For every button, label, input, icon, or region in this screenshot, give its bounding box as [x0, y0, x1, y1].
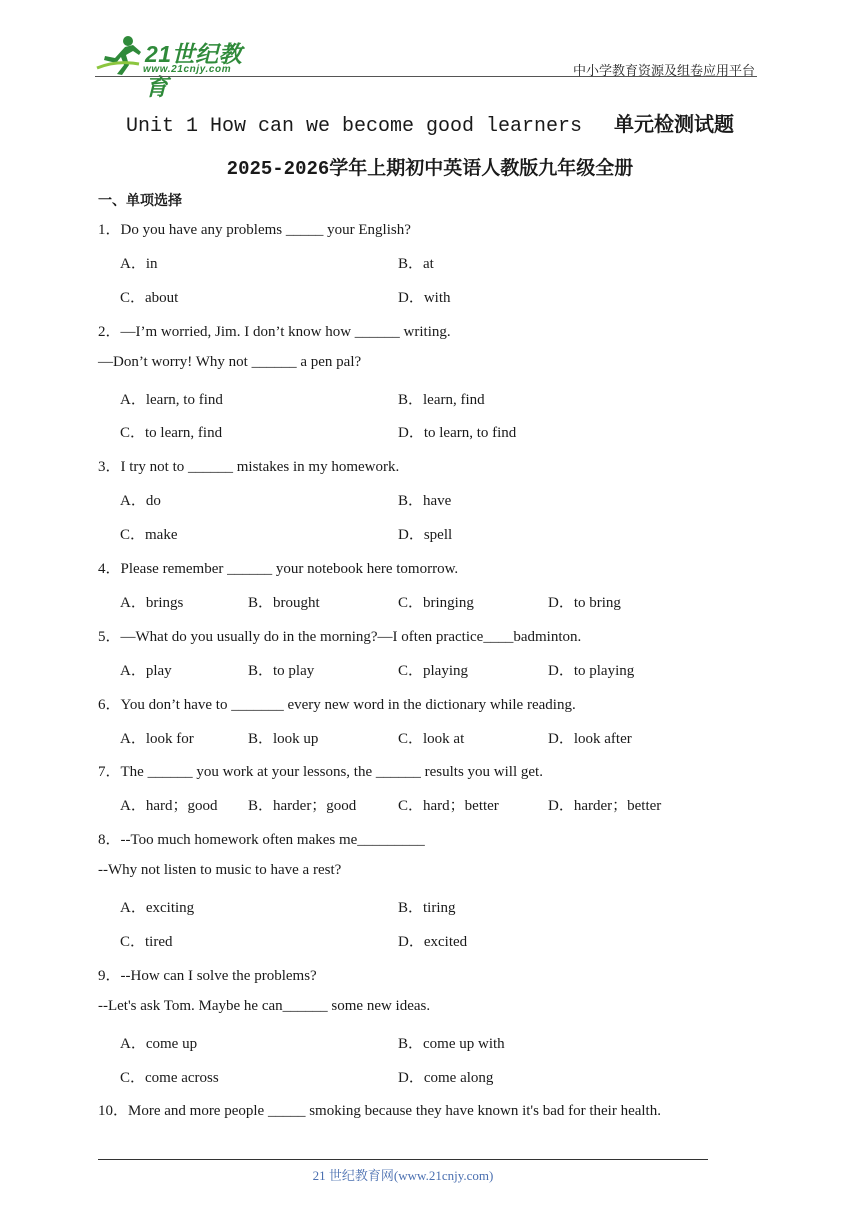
- answer-option: C．make: [120, 527, 178, 544]
- site-logo: [95, 34, 260, 100]
- answer-option: D．look after: [548, 730, 632, 747]
- header-divider: [95, 76, 757, 77]
- question-dialogue-line: --Let's ask Tom. Maybe he can______ some new ideas.: [98, 997, 431, 1014]
- answer-option: A．come up: [120, 1035, 198, 1052]
- answer-option: A．look for: [120, 730, 194, 747]
- page-header: [95, 30, 757, 100]
- subtitle-text: 学年上期初中英语人教版九年级全册: [329, 157, 634, 179]
- platform-tagline: 中小学教育资源及组卷应用平台: [572, 64, 755, 79]
- logo-url: www.21cnjy.com: [143, 64, 232, 75]
- question-stem: 2．—I’m worried, Jim. I don’t know how ______ writing.: [98, 323, 451, 340]
- answer-option: D．to learn, to find: [398, 425, 517, 442]
- answer-option: C．look at: [398, 730, 465, 747]
- answer-option: C．tired: [120, 933, 173, 950]
- answer-option: A．do: [120, 493, 161, 510]
- answer-option: B．at: [398, 255, 434, 272]
- answer-option: B．to play: [248, 662, 315, 679]
- answer-option: C．bringing: [398, 594, 474, 611]
- answer-option: C．about: [120, 289, 179, 306]
- question-stem: 8．--Too much homework often makes me_________: [98, 832, 425, 849]
- question-stem: 1．Do you have any problems _____ your English?: [98, 222, 411, 238]
- question-stem: 4．Please remember ______ your notebook here tomorrow.: [98, 561, 459, 577]
- title-chinese: 单元检测试题: [614, 112, 735, 136]
- answer-option: A．exciting: [120, 900, 195, 916]
- answer-option: A．brings: [120, 594, 184, 611]
- question-dialogue-line: --Why not listen to music to have a rest?: [98, 862, 342, 879]
- answer-option: A．hard；good: [120, 798, 218, 815]
- answer-option: A．learn, to find: [120, 391, 223, 408]
- footer-divider: [98, 1159, 708, 1160]
- question-stem: 6．You don’t have to _______ every new word in the dictionary while reading.: [98, 696, 576, 713]
- answer-option: B．learn, find: [398, 391, 485, 408]
- question-dialogue-line: —Don’t worry! Why not ______ a pen pal?: [98, 353, 362, 370]
- answer-option: B．brought: [248, 594, 320, 611]
- answer-option: D．harder；better: [548, 798, 662, 815]
- section-heading: 一、单项选择: [98, 193, 182, 209]
- answer-option: A．play: [120, 662, 172, 679]
- answer-option: C．to learn, find: [120, 425, 223, 442]
- answer-option: D．with: [398, 289, 451, 306]
- page-footer: 21 世纪教育网(www.21cnjy.com): [312, 1168, 494, 1183]
- answer-option: B．tiring: [398, 900, 456, 916]
- answer-option: B．look up: [248, 730, 319, 747]
- document-subtitle: [0, 153, 860, 180]
- subtitle-year: 2025-2026: [226, 158, 330, 180]
- question-stem: 7．The ______ you work at your lessons, the ______ results you will get.: [98, 764, 543, 781]
- title-english: Unit 1 How can we become good learners: [125, 115, 583, 138]
- answer-option: B．have: [398, 493, 452, 510]
- answer-option: D．come along: [398, 1069, 494, 1086]
- answer-option: B．harder；good: [248, 798, 357, 815]
- document-title: [0, 108, 860, 138]
- answer-option: C．come across: [120, 1069, 219, 1086]
- question-stem: 10．More and more people _____ smoking because they have known it's bad for their health.: [98, 1103, 661, 1120]
- question-stem: 9．--How can I solve the problems?: [98, 967, 317, 984]
- runner-logo-icon: [95, 34, 143, 76]
- question-stem: 5．—What do you usually do in the morning?—I often practice____badminton.: [98, 628, 582, 645]
- answer-option: C．hard；better: [398, 798, 499, 815]
- answer-option: D．spell: [398, 527, 453, 544]
- answer-option: A．in: [120, 255, 158, 272]
- answer-option: D．to bring: [548, 594, 621, 611]
- question-stem: 3．I try not to ______ mistakes in my homework.: [98, 459, 400, 476]
- answer-option: B．come up with: [398, 1035, 505, 1052]
- answer-option: D．excited: [398, 933, 468, 950]
- answer-option: D．to playing: [548, 662, 635, 679]
- logo-text: 21世纪教育: [145, 41, 243, 100]
- answer-option: C．playing: [398, 662, 468, 679]
